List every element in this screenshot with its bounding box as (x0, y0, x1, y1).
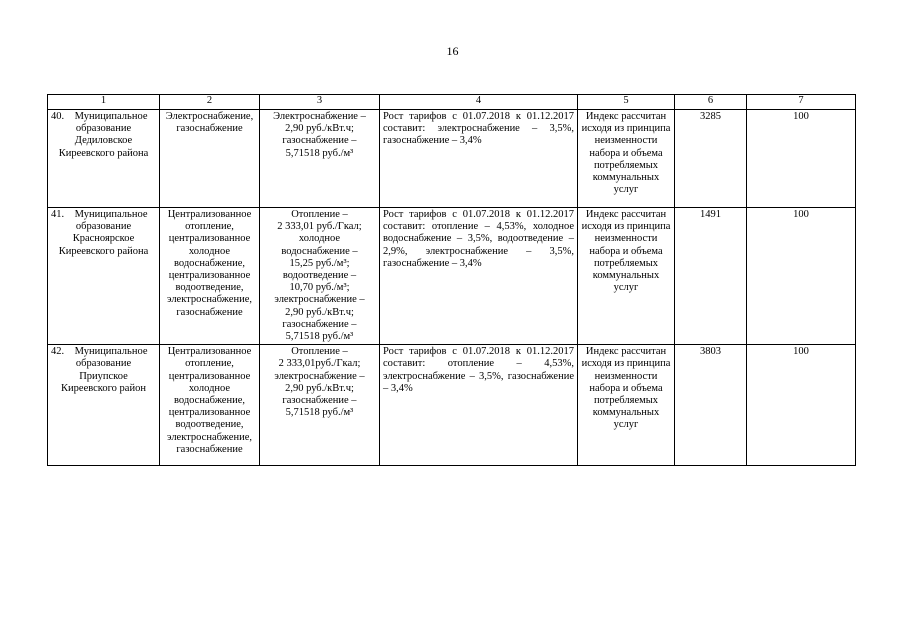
index-note-cell: Индекс рассчитан исходя из принципа неизменности набора и объема потребляемых коммунальных услуг (578, 110, 675, 208)
tariff-line: водоотведение – (282, 270, 357, 282)
count-cell: 3803 (675, 345, 747, 466)
percent-cell: 100 (747, 208, 856, 345)
growth-cell: Рост тарифов с 01.07.2018 к 01.12.2017 составит: отопление – 4,53%, электроснабжение – 3,5%, газоснабжение – 3,4% (380, 345, 578, 466)
column-header: 7 (747, 95, 856, 110)
municipality-cell (48, 110, 160, 208)
municipality-cell (48, 345, 160, 466)
tariff-line: 2,90 руб./кВт.ч; (285, 306, 354, 318)
tariffs-cell (260, 110, 380, 208)
tariff-line: Электроснабжение – (273, 111, 366, 122)
tariff-line: водоснабжение – (281, 245, 358, 257)
tariff-line: газоснабжение – (282, 135, 357, 147)
tariff-line: 5,71518 руб./м³ (285, 407, 354, 419)
percent-cell: 100 (747, 345, 856, 466)
growth-cell: Рост тарифов с 01.07.2018 к 01.12.2017 составит: электроснабжение – 3,5%, газоснабжение – 3,4% (380, 110, 578, 208)
tariff-line: Отопление – (291, 209, 348, 220)
municipality-cell (48, 208, 160, 345)
services-cell: Централизованное отопление, централизованное холодное водоснабжение, централизованное водоотведение, электроснабжение, газоснабжение (160, 345, 260, 466)
tariff-line: Отопление – (291, 346, 348, 358)
index-note-cell: Индекс рассчитан исходя из принципа неизменности набора и объема потребляемых коммунальных услуг (578, 208, 675, 345)
tariff-line: 2,90 руб./кВт.ч; (285, 123, 354, 135)
count-cell: 1491 (675, 208, 747, 345)
table-row (48, 110, 856, 208)
tariff-line: холодное (298, 233, 341, 245)
municipality-name: Муниципальное образование Дедиловское Киреевского района (58, 111, 149, 159)
count-cell: 3285 (675, 110, 747, 208)
tariff-line: 10,70 руб./м³; (289, 282, 350, 294)
column-header: 1 (48, 95, 160, 110)
tariff-line: 5,71518 руб./м³ (285, 147, 354, 159)
tariff-line: электроснабжение – (274, 294, 365, 306)
tariffs-cell (260, 345, 380, 466)
column-header: 2 (160, 95, 260, 110)
table-row (48, 208, 856, 345)
index-note-cell: Индекс рассчитан исходя из принципа неизменности набора и объема потребляемых коммунальных услуг (578, 345, 675, 466)
column-header: 4 (380, 95, 578, 110)
table-row (48, 345, 856, 466)
tariff-line: 5,71518 руб./м³ (285, 331, 354, 343)
municipality-name: Муниципальное образование Красноярское Киреевского района (58, 209, 149, 257)
tariff-line: 2,90 руб./кВт.ч; (285, 382, 354, 394)
column-header: 5 (578, 95, 675, 110)
row-number: 42. (51, 346, 65, 358)
row-number: 41. (51, 209, 65, 220)
table-header-row (48, 95, 856, 110)
percent-cell: 100 (747, 110, 856, 208)
services-cell: Электроснабжение, газоснабжение (160, 110, 260, 208)
column-header: 6 (675, 95, 747, 110)
tariff-line: 2 333,01 руб./Гкал; (277, 221, 362, 233)
tariff-line: газоснабжение – (282, 395, 357, 407)
municipality-name: Муниципальное образование Приупское Киреевского район (61, 346, 148, 394)
services-cell: Централизованное отопление, централизованное холодное водоснабжение, централизованное водоотведение, электроснабжение, газоснабжение (160, 208, 260, 345)
tariff-line: 2 333,01руб./Гкал; (278, 358, 361, 370)
growth-cell: Рост тарифов с 01.07.2018 к 01.12.2017 составит: отопление – 4,53%, холодное водоснабжение – 3,5%, водоотведение – 2,9%, электроснабжение – 3,5%, газоснабжение – 3,4% (380, 208, 578, 345)
page-number: 16 (446, 44, 459, 58)
tariff-table (47, 94, 856, 466)
tariff-line: 15,25 руб./м³; (289, 257, 350, 269)
tariff-line: электроснабжение – (274, 370, 365, 382)
row-number: 40. (51, 111, 65, 122)
tariff-line: газоснабжение – (282, 318, 357, 330)
tariffs-cell (260, 208, 380, 345)
column-header: 3 (260, 95, 380, 110)
